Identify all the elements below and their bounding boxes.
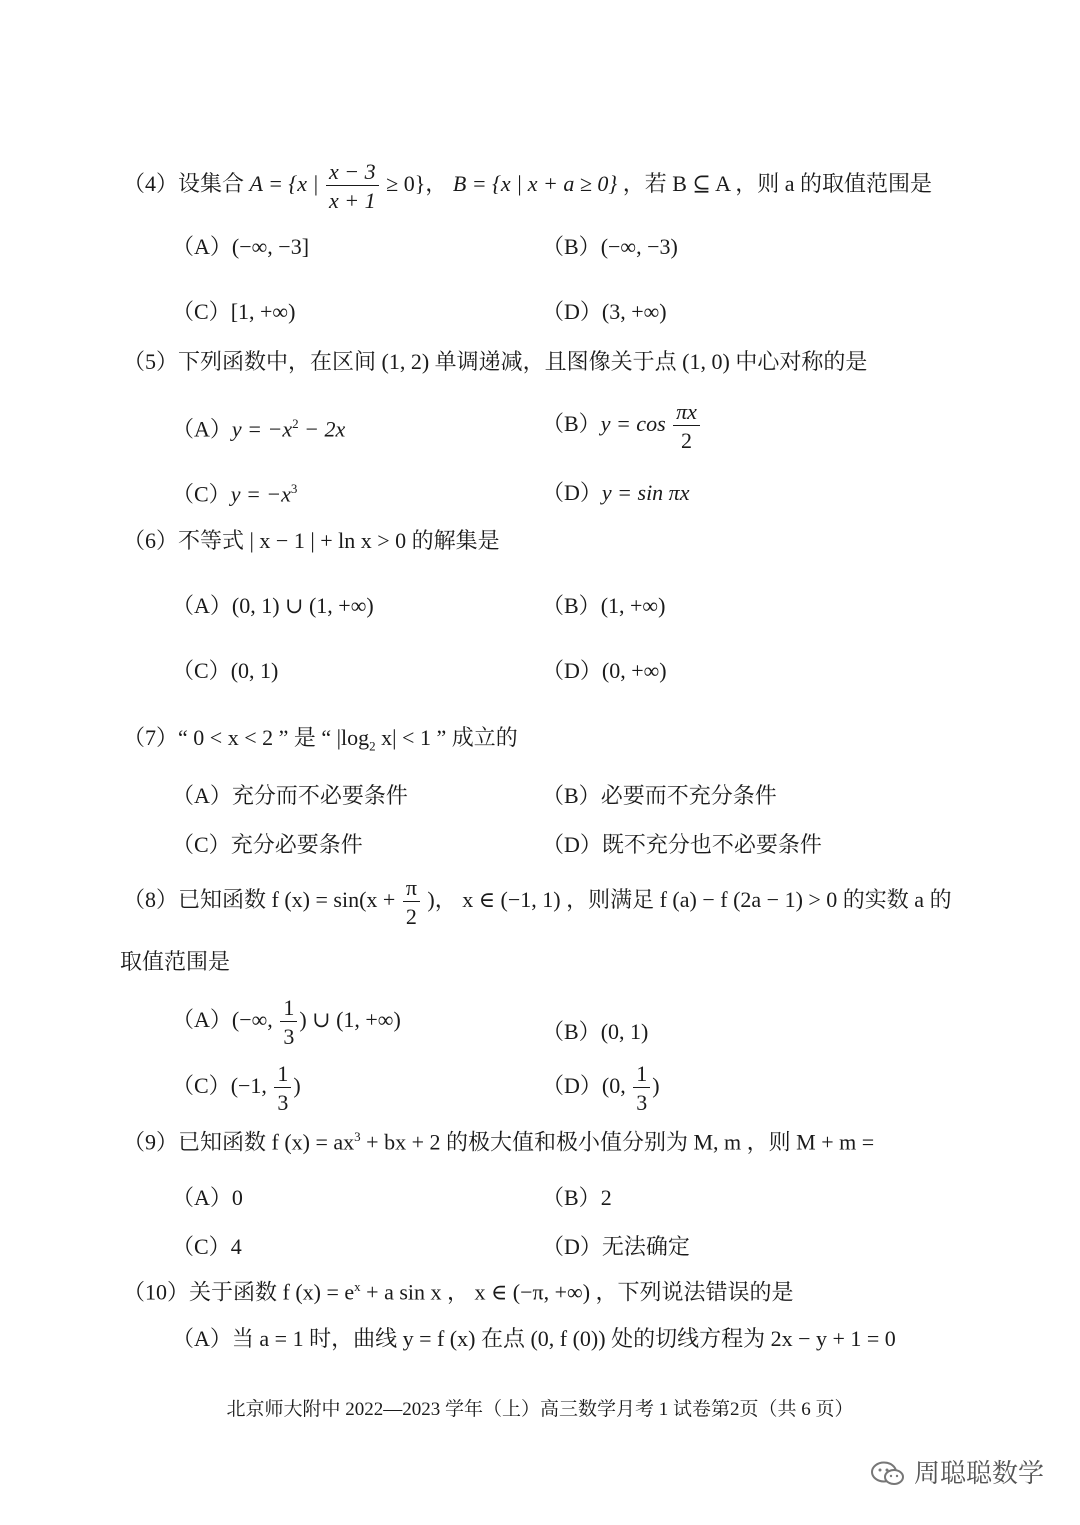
q4-option-d: （D）(3, +∞) <box>542 299 667 324</box>
q8-option-a: （A）(−∞, $\frac{1}{3}$ ) ∪ (1, +∞) <box>172 995 401 1050</box>
q4-option-c: （C）[1, +∞) <box>172 299 296 324</box>
fraction: $\frac{1}{3}$ <box>280 996 297 1048</box>
q5-option-a: $(A)y = -x^2 - 2x$ <box>172 416 346 442</box>
q9-option-a: （A）0 <box>172 1185 243 1210</box>
q6-option-d: （D）(0, +∞) <box>542 658 667 683</box>
q9-option-d: （D）无法确定 <box>542 1234 690 1259</box>
question-8-stem: （8）已知函数 f (x) = sin(x + $\frac{\pi}{2}$ )， x ∈ (−1, 1) ，则满足 f (a) − f (2a − 1) > 0 的实数 a 的 <box>123 875 952 930</box>
q5-option-d: （D）y = sin πx <box>542 480 690 505</box>
q8-option-d: （D）(0, $\frac{1}{3}$ ) <box>542 1061 660 1116</box>
question-4-stem: （4）设集合 A = {x | $\frac{x - 3}{x + 1}$ ≥ 0}， B = {x | x + a ≥ 0} ，若 B ⊆ A ，则 a 的取值范围是 <box>123 159 933 214</box>
q5-option-c: $(C)y = -x^3$ <box>172 481 298 507</box>
q8-option-c: （C）(−1, $\frac{1}{3}$ ) <box>172 1061 301 1116</box>
wechat-icon <box>870 1460 906 1488</box>
set-b-expr: B = {x | x + a ≥ 0} <box>452 171 618 197</box>
fraction: $\frac{1}{3}$ <box>633 1062 650 1114</box>
q7-option-d: （D）既不充分也不必要条件 <box>542 832 822 857</box>
question-10-stem: （10）关于函数 f $(x) = e^x + a$ sin x ， x ∈ (−π, +∞) ，下列说法错误的是 <box>123 1279 794 1305</box>
question-6-stem: （6）不等式 | x − 1 | + ln x > 0 的解集是 <box>123 528 500 553</box>
q8-option-b: （B）(0, 1) <box>542 1019 649 1044</box>
fraction: $\frac{\pi x}{2}$ <box>673 400 700 452</box>
question-8-stem-line2: 取值范围是 <box>120 949 231 974</box>
q6-option-a: （A）(0, 1) ∪ (1, +∞) <box>172 593 374 618</box>
q7-option-a: （A）充分而不必要条件 <box>172 783 408 808</box>
question-9-stem: （9）已知函数 f $(x) = ax^3$ + bx + 2 的极大值和极小值分别为 M, m ，则 M + m = <box>123 1129 875 1155</box>
page-footer: 北京师大附中 2022—2023 学年（上）高三数学月考 1 试卷第2页（共 6 页） <box>226 1399 854 1420</box>
q6-option-c: （C）(0, 1) <box>172 658 279 683</box>
question-5-stem: （5）下列函数中，在区间 (1, 2) 单调递减，且图像关于点 (1, 0) 中心对称的是 <box>123 349 868 374</box>
set-a-expr: A = {x | <box>249 171 319 197</box>
q7-option-c: （C）充分必要条件 <box>172 832 363 857</box>
q10-option-a: （A）当 a = 1 时，曲线 y = f (x) 在点 (0, f (0)) 处的切线方程为 2x − y + 1 = 0 <box>172 1326 896 1351</box>
q5-option-b: （B）y = cos $\frac{\pi x}{2}$ <box>542 400 702 452</box>
q9-option-b: （B）2 <box>542 1185 612 1210</box>
question-7-stem: （7）“ 0 < x < 2 ” 是 “ $|\log_2$ x| < 1 ” 成立的 <box>123 725 518 754</box>
q4-option-b: （B）(−∞, −3) <box>542 234 678 259</box>
watermark-text: 周聪聪数学 <box>913 1459 1044 1489</box>
q4-option-a: （A）(−∞, −3] <box>172 234 310 259</box>
q7-option-b: （B）必要而不充分条件 <box>542 783 777 808</box>
fraction: $\frac{x - 3}{x + 1}$ <box>326 160 379 212</box>
watermark <box>870 1460 1044 1488</box>
fraction: $\frac{1}{3}$ <box>274 1062 291 1114</box>
fraction: $\frac{\pi}{2}$ <box>403 876 420 928</box>
q9-option-c: （C）4 <box>172 1234 242 1259</box>
q6-option-b: （B）(1, +∞) <box>542 593 666 618</box>
